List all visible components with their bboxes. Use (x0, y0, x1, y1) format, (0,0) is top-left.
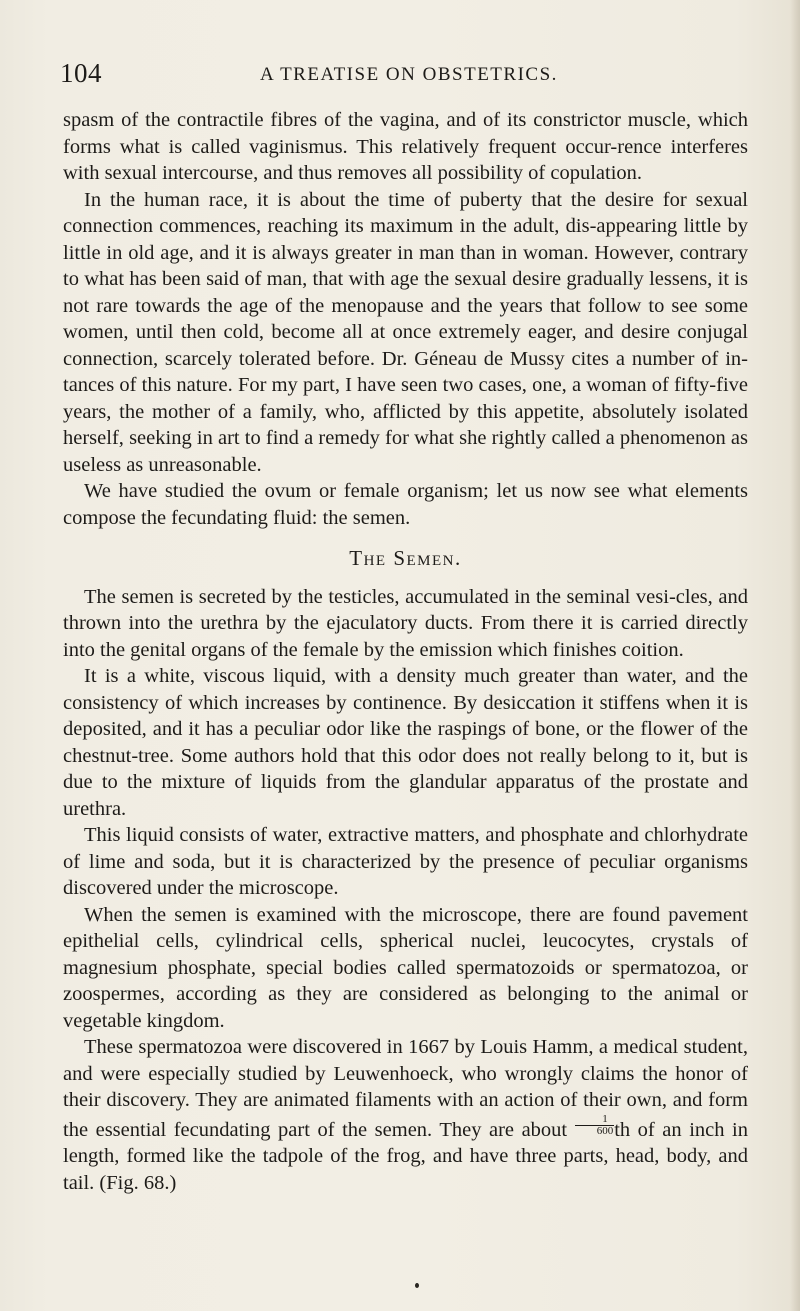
paragraph: We have studied the ovum or female organism; let us now see what elements compose the fecundating fluid: the semen. (63, 480, 748, 529)
paragraph-text: These spermatozoa were discovered in 1667 by Louis Hamm, a medical student, and were especially studied by Leuwenhoeck, who wrongly claims the honor of their discovery. They are animated filaments with an action of their own, and form the essential fecundating part of the semen. They are about (63, 1036, 748, 1141)
fraction (575, 1114, 615, 1137)
paragraph: This liquid consists of water, extractive matters, and phosphate and chlorhydrate of lime and soda, but it is characterized by the presence of peculiar organisms discovered under the microscope. (63, 824, 748, 899)
paragraph (63, 1034, 748, 1196)
running-title: A TREATISE ON OBSTETRICS. (260, 64, 558, 85)
page-body (63, 107, 748, 1196)
paragraph: In the human race, it is about the time of puberty that the desire for sexual connection commences, reaching its maximum in the adult, dis-appearing little by little in old age, and it is always greater in man than in woman. However, contrary to what has been said of man, that with age the sexual desire gradually lessens, it is not rare towards the age of the menopause and the years that follow to see some women, until then cold, become all at once extremely eager, and desire conjugal connection, scarcely tolerated before. Dr. Géneau de Mussy cites a number of in-tances of this nature. For my part, I have seen two cases, one, a woman of fifty-five years, the mother of a family, who, afflicted by this appetite, absolutely isolated herself, seeking in art to find a remedy for what she rightly called a phenomenon as useless as unreasonable. (63, 188, 748, 476)
paragraph-text: th of an inch in length, formed like the tadpole of the frog, and have three parts, head, body, and tail. (Fig. 68.) (63, 1118, 748, 1194)
paragraph: The semen is secreted by the testicles, accumulated in the seminal vesi-cles, and thrown into the urethra by the ejaculatory ducts. From there it is carried directly into the genital organs of the female by the emission which finishes coition. (63, 585, 748, 661)
ink-speck (415, 1283, 419, 1288)
fraction-numerator: 1 (575, 1114, 615, 1126)
paragraph: When the semen is examined with the microscope, there are found pavement epithelial cells, cylindrical cells, spherical nuclei, leucocytes, crystals of magnesium phosphate, special bodies called spermatozoids or spermatozoa, or zoospermes, according as they are considered as belonging to the animal or vegetable kingdom. (63, 903, 748, 1032)
page-edge-shadow (790, 0, 800, 1311)
page-header (60, 58, 750, 98)
paragraph: It is a white, viscous liquid, with a density much greater than water, and the consistency of which increases by continence. By desiccation it stiffens when it is deposited, and it has a peculiar odor like the raspings of bone, or the flower of the chestnut-tree. Some authors hold that this odor does not really belong to it, but is due to the mixture of liquids from the glandular apparatus of the prostate and urethra. (63, 665, 748, 820)
fraction-denominator: 600 (596, 1124, 614, 1137)
section-heading: The Semen. (349, 546, 462, 570)
paragraph: spasm of the contractile fibres of the vagina, and of its constrictor muscle, which forms what is called vaginismus. This relatively frequent occur-rence interferes with sexual intercourse, and thus removes all possibility of copulation. (63, 109, 748, 184)
page-number: 104 (60, 58, 102, 88)
